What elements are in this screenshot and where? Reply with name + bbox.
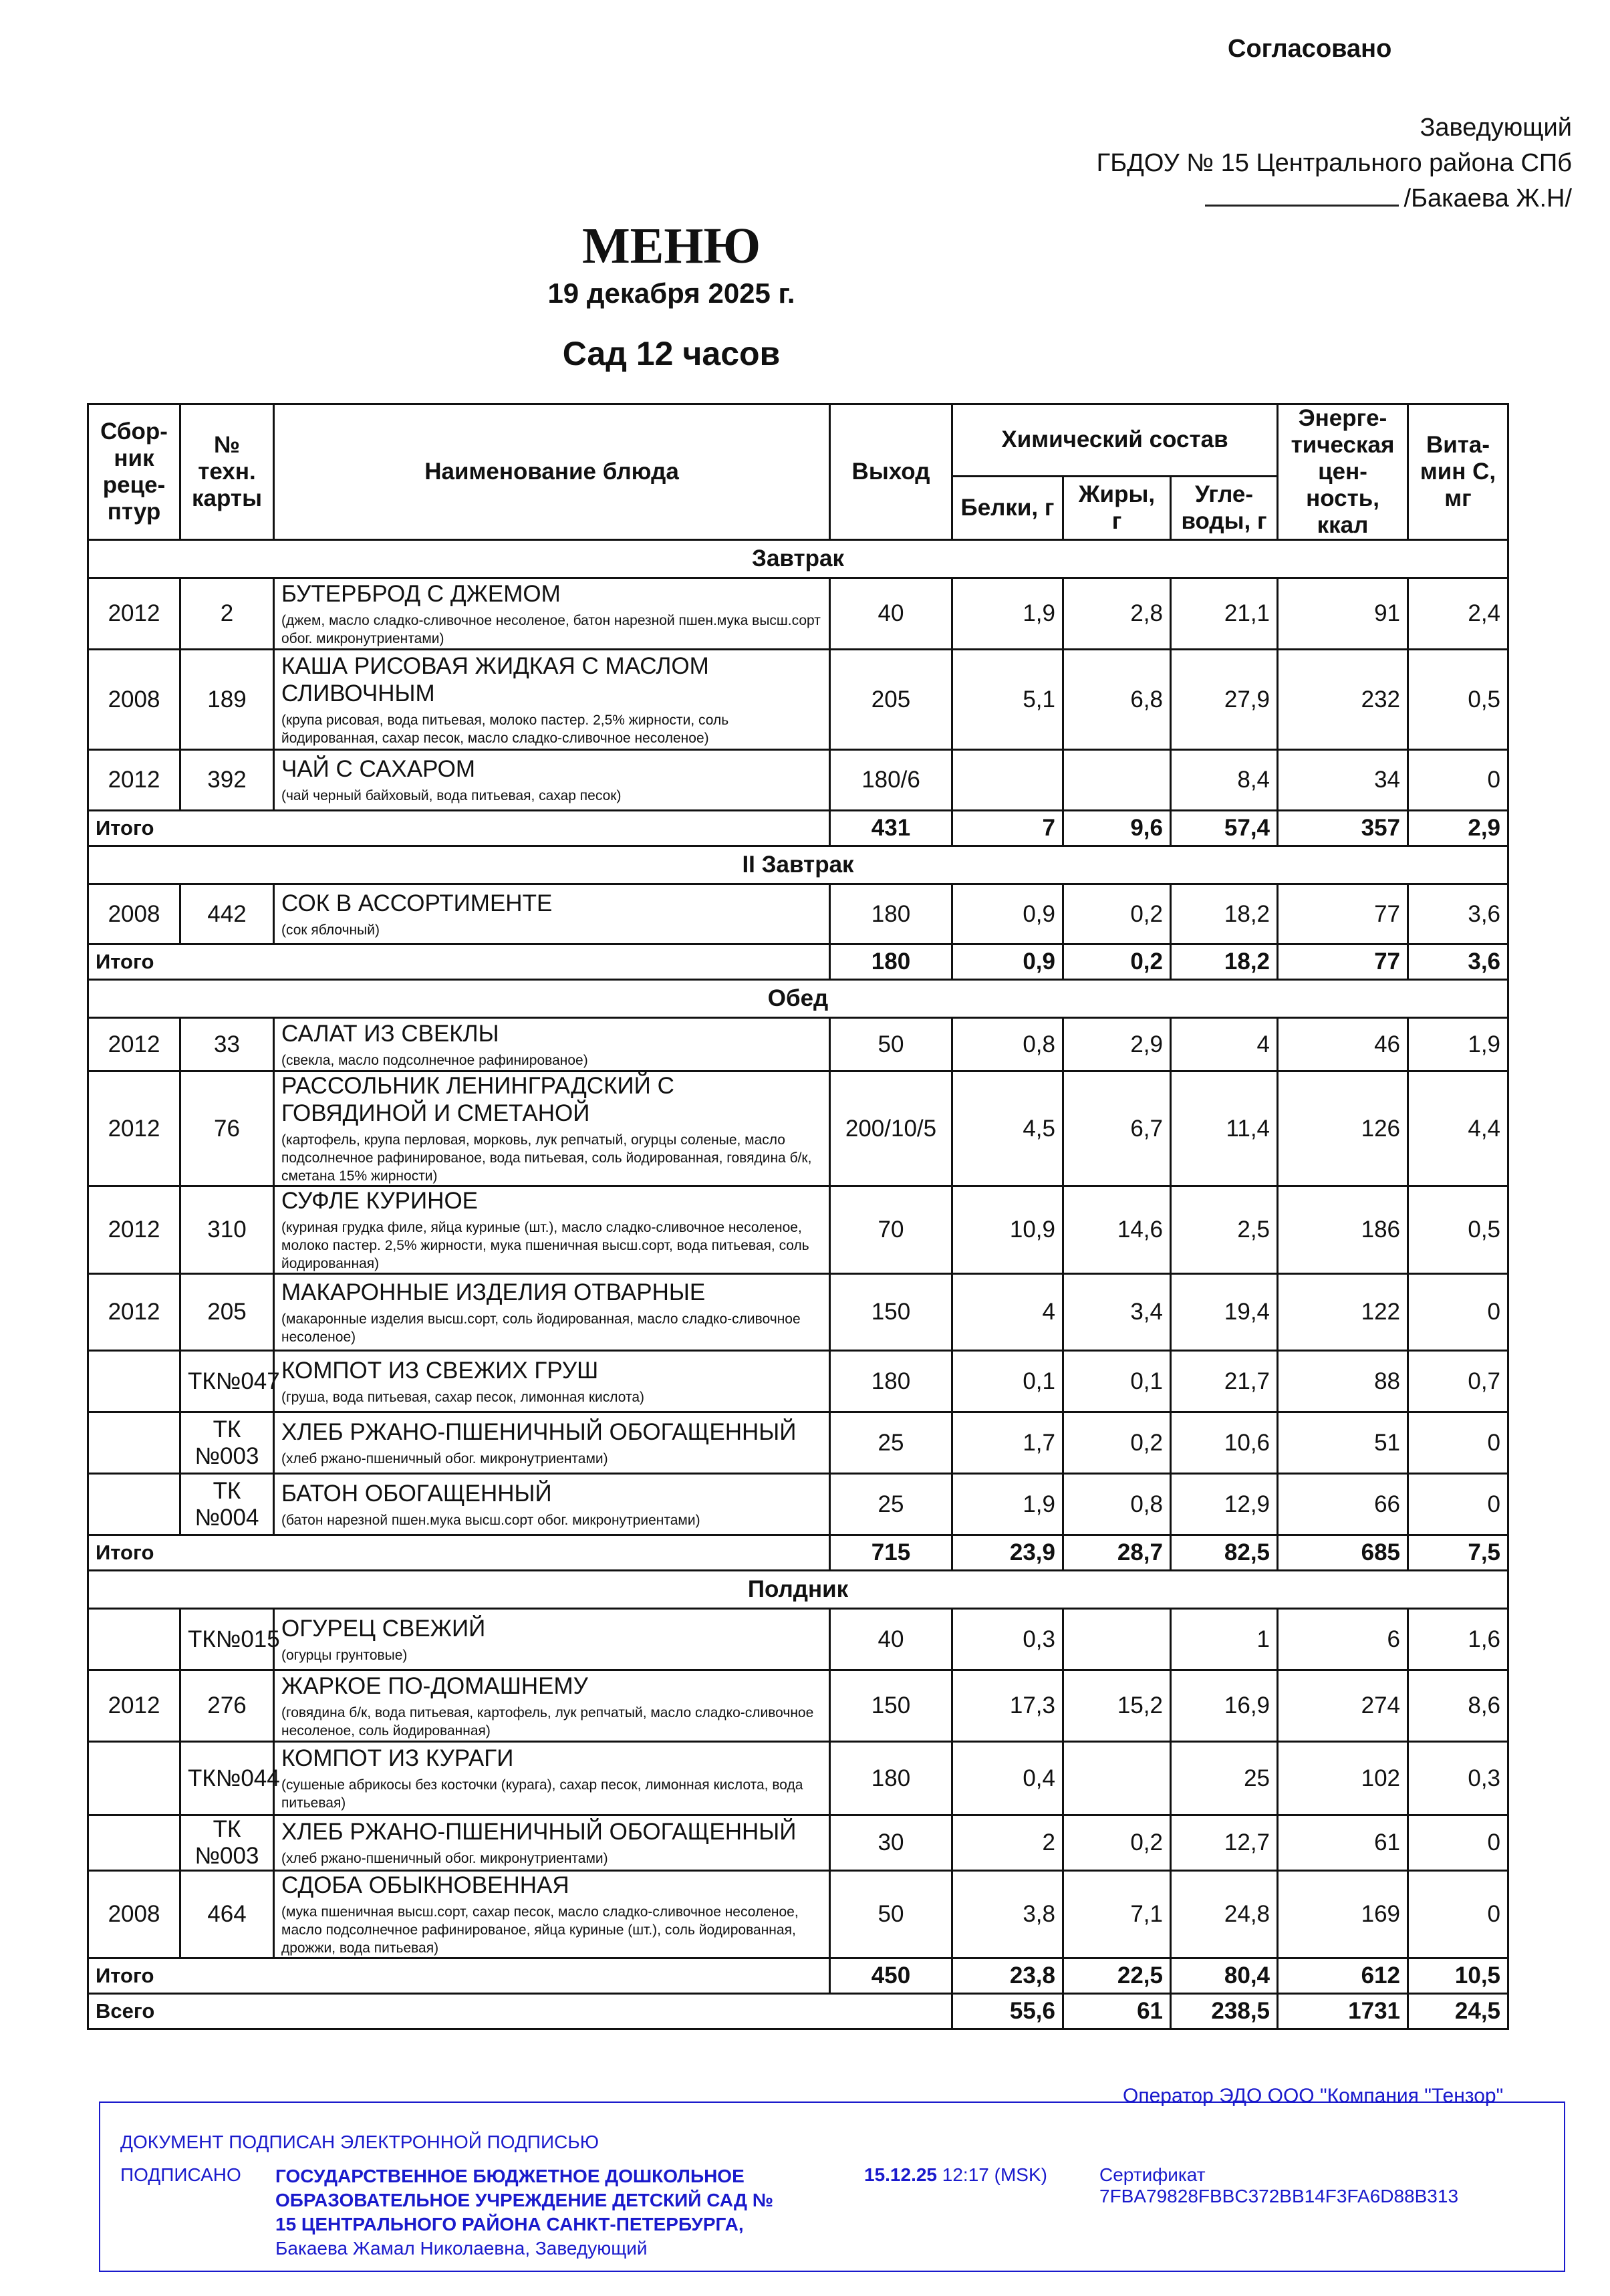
dish-name: ХЛЕБ РЖАНО-ПШЕНИЧНЫЙ ОБОГАЩЕННЫЙ — [281, 1819, 797, 1845]
edo-operator: Оператор ЭДО ООО "Компания "Тензор" — [1123, 2085, 1504, 2107]
col-dish-name: Наименование блюда — [274, 404, 830, 540]
stamp-org-name: ГОСУДАРСТВЕННОЕ БЮДЖЕТНОЕ ДОШКОЛЬНОЕ ОБРАЗОВАТЕЛЬНОЕ УЧРЕЖДЕНИЕ ДЕТСКИЙ САД № 15 ЦЕНТРАЛЬНОГО РАЙОНА САНКТ-ПЕТЕРБУРГА, — [275, 2166, 773, 2235]
dish-composition: (макаронные изделия высш.сорт, соль йодированная, масло сладко-сливочное несоленое) — [281, 1311, 801, 1345]
cell-fat: 7,1 — [1063, 1871, 1171, 1958]
dish-composition: (картофель, крупа перловая, морковь, лук репчатый, огурцы соленые, масло подсолнечное рафинированое, вода питьевая, соль йодированная, говядина б/к, сметана 15% жирности) — [281, 1132, 812, 1184]
cell-protein: 0,3 — [952, 1609, 1063, 1670]
cell-dish — [274, 1609, 830, 1670]
cell-protein: 2 — [952, 1815, 1063, 1871]
menu-body — [88, 540, 1508, 2029]
stamp-certificate: Сертификат 7FBA79828FBBC372BB14F3FA6D88B313 — [1099, 2164, 1459, 2206]
cell-vitc: 0,5 — [1408, 650, 1508, 750]
total-row — [88, 944, 1508, 980]
cell-collection: 2008 — [88, 650, 180, 750]
section-title: Обед — [88, 980, 1508, 1018]
cell-carbs: 12,7 — [1171, 1815, 1278, 1871]
cell-tech-card: 442 — [180, 884, 274, 944]
dish-name: СУФЛЕ КУРИНОЕ — [281, 1188, 479, 1214]
cell-vitc: 0 — [1408, 1871, 1508, 1958]
cell-vitc: 3,6 — [1408, 884, 1508, 944]
col-chem-group: Химический состав — [952, 404, 1278, 477]
grand-total-row — [88, 1994, 1508, 2029]
cell-fat: 3,4 — [1063, 1274, 1171, 1351]
dish-composition: (огурцы грунтовые) — [281, 1647, 408, 1663]
total-carbs: 80,4 — [1171, 1958, 1278, 1994]
cell-vitc: 0,5 — [1408, 1186, 1508, 1274]
table-row — [88, 884, 1508, 944]
cell-protein: 0,4 — [952, 1742, 1063, 1815]
cell-protein: 5,1 — [952, 650, 1063, 750]
cell-carbs: 10,6 — [1171, 1412, 1278, 1474]
cell-dish — [274, 1186, 830, 1274]
cell-output: 180 — [830, 1351, 952, 1412]
cell-output: 40 — [830, 578, 952, 650]
dish-composition: (хлеб ржано-пшеничный обог. микронутриентами) — [281, 1851, 608, 1866]
cell-vitc: 0,3 — [1408, 1742, 1508, 1815]
cell-collection: 2008 — [88, 884, 180, 944]
total-energy: 77 — [1278, 944, 1408, 980]
cell-dish — [274, 1274, 830, 1351]
page-title: МЕНЮ — [581, 218, 761, 274]
cell-energy: 102 — [1278, 1742, 1408, 1815]
grand-total-protein: 55,6 — [952, 1994, 1063, 2029]
cell-collection — [88, 1474, 180, 1535]
grand-total-fat: 61 — [1063, 1994, 1171, 2029]
total-carbs: 18,2 — [1171, 944, 1278, 980]
dish-name: ОГУРЕЦ СВЕЖИЙ — [281, 1615, 486, 1642]
cell-fat — [1063, 750, 1171, 811]
cell-carbs: 19,4 — [1171, 1274, 1278, 1351]
dish-name: РАССОЛЬНИК ЛЕНИНГРАДСКИЙ С ГОВЯДИНОЙ И СМЕТАНОЙ — [281, 1073, 674, 1126]
dish-name: ЖАРКОЕ ПО-ДОМАШНЕМУ — [281, 1672, 588, 1699]
cell-collection: 2012 — [88, 1071, 180, 1186]
dish-composition: (чай черный байховый, вода питьевая, сахар песок) — [281, 788, 622, 803]
cell-carbs: 24,8 — [1171, 1871, 1278, 1958]
dish-composition: (мука пшеничная высш.сорт, сахар песок, масло сладко-сливочное несоленое, масло подсолнечное рафинированое, яйца куриные (шт.), соль йодированная, дрожжи, вода питьевая) — [281, 1904, 799, 1956]
cell-protein: 10,9 — [952, 1186, 1063, 1274]
cell-vitc: 0 — [1408, 750, 1508, 811]
cell-energy: 232 — [1278, 650, 1408, 750]
approval-signature-line — [1097, 181, 1572, 217]
cell-collection — [88, 1742, 180, 1815]
dish-name: СОК В АССОРТИМЕНТЕ — [281, 890, 553, 916]
cell-tech-card: 33 — [180, 1018, 274, 1071]
col-fat: Жиры, г — [1063, 476, 1171, 539]
signature-stamp — [99, 2101, 1565, 2272]
cell-dish — [274, 1474, 830, 1535]
cell-energy: 169 — [1278, 1871, 1408, 1958]
cell-collection: 2012 — [88, 1186, 180, 1274]
cell-energy: 61 — [1278, 1815, 1408, 1871]
cell-carbs: 2,5 — [1171, 1186, 1278, 1274]
stamp-signed-label: ПОДПИСАНО — [120, 2164, 241, 2185]
approval-label: Согласовано — [1228, 35, 1392, 63]
cell-output: 50 — [830, 1018, 952, 1071]
col-tech-card: № техн. карты — [180, 404, 274, 540]
cell-dish — [274, 1351, 830, 1412]
grand-total-carbs: 238,5 — [1171, 1994, 1278, 2029]
cell-dish — [274, 1871, 830, 1958]
cell-energy: 122 — [1278, 1274, 1408, 1351]
dish-name: БАТОН ОБОГАЩЕННЫЙ — [281, 1480, 552, 1507]
total-protein: 23,9 — [952, 1535, 1063, 1571]
cell-carbs: 25 — [1171, 1742, 1278, 1815]
menu-table — [87, 403, 1509, 2030]
cell-tech-card: 189 — [180, 650, 274, 750]
grand-total-energy: 1731 — [1278, 1994, 1408, 2029]
cell-output: 25 — [830, 1412, 952, 1474]
dish-composition: (сок яблочный) — [281, 922, 380, 938]
cell-dish — [274, 1071, 830, 1186]
cell-protein: 4,5 — [952, 1071, 1063, 1186]
total-protein: 7 — [952, 811, 1063, 846]
dish-composition: (говядина б/к, вода питьевая, картофель, лук репчатый, масло сладко-сливочное несоленое, соль йодированная) — [281, 1704, 814, 1739]
cell-energy: 126 — [1278, 1071, 1408, 1186]
total-output: 180 — [830, 944, 952, 980]
cell-protein: 3,8 — [952, 1871, 1063, 1958]
cell-protein: 0,1 — [952, 1351, 1063, 1412]
cell-output: 25 — [830, 1474, 952, 1535]
cell-vitc: 8,6 — [1408, 1670, 1508, 1742]
signature-blank — [1205, 205, 1399, 207]
col-energy: Энерге-тическая цен-ность, ккал — [1278, 404, 1408, 540]
total-vitc: 3,6 — [1408, 944, 1508, 980]
cell-protein: 0,8 — [952, 1018, 1063, 1071]
cell-fat: 0,2 — [1063, 884, 1171, 944]
table-row — [88, 1412, 1508, 1474]
dish-composition: (хлеб ржано-пшеничный обог. микронутриентами) — [281, 1450, 608, 1466]
section-row — [88, 1571, 1508, 1609]
dish-composition: (свекла, масло подсолнечное рафинированое) — [281, 1052, 588, 1068]
cell-output: 70 — [830, 1186, 952, 1274]
col-protein: Белки, г — [952, 476, 1063, 539]
cell-dish — [274, 1742, 830, 1815]
cell-tech-card: 310 — [180, 1186, 274, 1274]
cell-output: 50 — [830, 1871, 952, 1958]
dish-name: КОМПОТ ИЗ СВЕЖИХ ГРУШ — [281, 1357, 599, 1384]
cell-fat: 0,2 — [1063, 1815, 1171, 1871]
cell-tech-card: ТК№044 — [180, 1742, 274, 1815]
cell-protein: 1,7 — [952, 1412, 1063, 1474]
table-row — [88, 1670, 1508, 1742]
table-row — [88, 1474, 1508, 1535]
section-title: Завтрак — [88, 540, 1508, 578]
cell-output: 40 — [830, 1609, 952, 1670]
cell-carbs: 11,4 — [1171, 1071, 1278, 1186]
cell-fat: 2,8 — [1063, 578, 1171, 650]
total-row — [88, 1535, 1508, 1571]
total-energy: 612 — [1278, 1958, 1408, 1994]
total-label: Итого — [88, 1958, 830, 1994]
total-carbs: 82,5 — [1171, 1535, 1278, 1571]
total-output: 450 — [830, 1958, 952, 1994]
stamp-heading: ДОКУМЕНТ ПОДПИСАН ЭЛЕКТРОННОЙ ПОДПИСЬЮ — [120, 2132, 599, 2152]
total-output: 715 — [830, 1535, 952, 1571]
dish-composition: (крупа рисовая, вода питьевая, молоко пастер. 2,5% жирности, соль йодированная, сахар песок, масло сладко-сливочное несоленое) — [281, 712, 729, 746]
section-row — [88, 540, 1508, 578]
col-carbs: Угле-воды, г — [1171, 476, 1278, 539]
cell-vitc: 4,4 — [1408, 1071, 1508, 1186]
total-vitc: 2,9 — [1408, 811, 1508, 846]
table-row — [88, 1815, 1508, 1871]
cell-carbs: 12,9 — [1171, 1474, 1278, 1535]
cell-vitc: 0 — [1408, 1412, 1508, 1474]
cell-collection — [88, 1351, 180, 1412]
total-fat: 22,5 — [1063, 1958, 1171, 1994]
cell-dish — [274, 578, 830, 650]
total-protein: 23,8 — [952, 1958, 1063, 1994]
cell-collection: 2008 — [88, 1871, 180, 1958]
cell-dish — [274, 1670, 830, 1742]
total-protein: 0,9 — [952, 944, 1063, 980]
cell-tech-card: ТК№015 — [180, 1609, 274, 1670]
section-row — [88, 980, 1508, 1018]
table-row — [88, 1274, 1508, 1351]
cell-dish — [274, 1412, 830, 1474]
approval-position: Заведующий — [1420, 114, 1572, 142]
cell-energy: 77 — [1278, 884, 1408, 944]
cell-fat: 0,2 — [1063, 1412, 1171, 1474]
stamp-date: 15.12.25 — [864, 2164, 937, 2185]
cell-protein: 4 — [952, 1274, 1063, 1351]
cell-energy: 91 — [1278, 578, 1408, 650]
cell-tech-card: ТК№047 — [180, 1351, 274, 1412]
cell-tech-card: ТК №003 — [180, 1412, 274, 1474]
cell-energy: 186 — [1278, 1186, 1408, 1274]
table-row — [88, 1742, 1508, 1815]
cell-carbs: 21,7 — [1171, 1351, 1278, 1412]
total-carbs: 57,4 — [1171, 811, 1278, 846]
table-row — [88, 1186, 1508, 1274]
cell-output: 30 — [830, 1815, 952, 1871]
total-fat: 28,7 — [1063, 1535, 1171, 1571]
cell-fat: 14,6 — [1063, 1186, 1171, 1274]
cell-carbs: 8,4 — [1171, 750, 1278, 811]
cell-fat: 2,9 — [1063, 1018, 1171, 1071]
cell-protein: 17,3 — [952, 1670, 1063, 1742]
cell-collection — [88, 1609, 180, 1670]
cell-fat: 0,8 — [1063, 1474, 1171, 1535]
stamp-datetime — [864, 2164, 1047, 2186]
grand-total-label: Всего — [88, 1994, 952, 2029]
col-collection: Сбор-ник реце-птур — [88, 404, 180, 540]
grand-total-vitc: 24,5 — [1408, 1994, 1508, 2029]
cell-protein: 0,9 — [952, 884, 1063, 944]
cell-vitc: 1,9 — [1408, 1018, 1508, 1071]
total-output: 431 — [830, 811, 952, 846]
menu-subtitle: Сад 12 часов — [562, 335, 781, 372]
cell-fat: 0,1 — [1063, 1351, 1171, 1412]
cell-tech-card: 276 — [180, 1670, 274, 1742]
cell-vitc: 0,7 — [1408, 1351, 1508, 1412]
table-row — [88, 1018, 1508, 1071]
cell-carbs: 21,1 — [1171, 578, 1278, 650]
cell-protein — [952, 750, 1063, 811]
cell-collection: 2012 — [88, 1274, 180, 1351]
cell-vitc: 2,4 — [1408, 578, 1508, 650]
cell-carbs: 4 — [1171, 1018, 1278, 1071]
cell-carbs: 16,9 — [1171, 1670, 1278, 1742]
cell-tech-card: 392 — [180, 750, 274, 811]
cell-dish — [274, 750, 830, 811]
total-row — [88, 811, 1508, 846]
cell-tech-card: 205 — [180, 1274, 274, 1351]
cell-fat — [1063, 1609, 1171, 1670]
total-label: Итого — [88, 944, 830, 980]
table-row — [88, 750, 1508, 811]
cell-fat: 6,7 — [1063, 1071, 1171, 1186]
cell-output: 200/10/5 — [830, 1071, 952, 1186]
table-row — [88, 650, 1508, 750]
cell-output: 180 — [830, 1742, 952, 1815]
cell-collection — [88, 1412, 180, 1474]
cell-fat — [1063, 1742, 1171, 1815]
cell-carbs: 27,9 — [1171, 650, 1278, 750]
cell-energy: 66 — [1278, 1474, 1408, 1535]
cell-output: 180 — [830, 884, 952, 944]
section-title: Полдник — [88, 1571, 1508, 1609]
table-row — [88, 1871, 1508, 1958]
cell-protein: 1,9 — [952, 578, 1063, 650]
dish-composition: (батон нарезной пшен.мука высш.сорт обог. микронутриентами) — [281, 1512, 700, 1528]
cell-tech-card: ТК №003 — [180, 1815, 274, 1871]
dish-composition: (сушеные абрикосы без косточки (курага), сахар песок, лимонная кислота, вода питьевая) — [281, 1777, 803, 1811]
section-row — [88, 846, 1508, 884]
dish-composition: (джем, масло сладко-сливочное несоленое, батон нарезной пшен.мука высш.сорт обог. микронутриентами) — [281, 612, 821, 646]
cell-energy: 46 — [1278, 1018, 1408, 1071]
cell-tech-card: ТК №004 — [180, 1474, 274, 1535]
table-row — [88, 578, 1508, 650]
cell-energy: 34 — [1278, 750, 1408, 811]
cell-dish — [274, 1815, 830, 1871]
cell-collection — [88, 1815, 180, 1871]
dish-composition: (куриная грудка филе, яйца куриные (шт.), масло сладко-сливочное несоленое, молоко пастер. 2,5% жирности, мука пшеничная высш.сорт, вода питьевая, соль йодированная) — [281, 1220, 809, 1271]
total-row — [88, 1958, 1508, 1994]
cell-energy: 51 — [1278, 1412, 1408, 1474]
cell-carbs: 1 — [1171, 1609, 1278, 1670]
stamp-organization — [275, 2164, 783, 2261]
cell-collection: 2012 — [88, 578, 180, 650]
approval-organization: ГБДОУ № 15 Центрального района СПб — [1096, 149, 1572, 177]
cell-collection: 2012 — [88, 750, 180, 811]
cell-collection: 2012 — [88, 1018, 180, 1071]
cell-vitc: 0 — [1408, 1274, 1508, 1351]
stamp-time: 12:17 (MSK) — [937, 2164, 1047, 2185]
total-energy: 685 — [1278, 1535, 1408, 1571]
cell-vitc: 1,6 — [1408, 1609, 1508, 1670]
dish-name: КАША РИСОВАЯ ЖИДКАЯ С МАСЛОМ СЛИВОЧНЫМ — [281, 652, 709, 707]
cell-dish — [274, 1018, 830, 1071]
section-title: II Завтрак — [88, 846, 1508, 884]
total-fat: 9,6 — [1063, 811, 1171, 846]
cell-tech-card: 464 — [180, 1871, 274, 1958]
total-vitc: 10,5 — [1408, 1958, 1508, 1994]
total-fat: 0,2 — [1063, 944, 1171, 980]
total-energy: 357 — [1278, 811, 1408, 846]
approval-block — [1097, 110, 1572, 217]
dish-composition: (груша, вода питьевая, сахар песок, лимонная кислота) — [281, 1389, 644, 1405]
cell-output: 205 — [830, 650, 952, 750]
dish-name: ЧАЙ С САХАРОМ — [281, 756, 476, 782]
cell-fat: 6,8 — [1063, 650, 1171, 750]
table-row — [88, 1351, 1508, 1412]
cell-output: 180/6 — [830, 750, 952, 811]
cell-fat: 15,2 — [1063, 1670, 1171, 1742]
dish-name: МАКАРОННЫЕ ИЗДЕЛИЯ ОТВАРНЫЕ — [281, 1279, 706, 1305]
approval-signatory: /Бакаева Ж.Н/ — [1403, 184, 1572, 213]
cell-output: 150 — [830, 1274, 952, 1351]
total-vitc: 7,5 — [1408, 1535, 1508, 1571]
dish-name: САЛАТ ИЗ СВЕКЛЫ — [281, 1020, 499, 1047]
total-label: Итого — [88, 1535, 830, 1571]
col-output: Выход — [830, 404, 952, 540]
col-vitamin-c: Вита-мин С, мг — [1408, 404, 1508, 540]
cell-energy: 6 — [1278, 1609, 1408, 1670]
dish-name: КОМПОТ ИЗ КУРАГИ — [281, 1745, 514, 1771]
cell-energy: 88 — [1278, 1351, 1408, 1412]
cell-collection: 2012 — [88, 1670, 180, 1742]
dish-name: СДОБА ОБЫКНОВЕННАЯ — [281, 1872, 569, 1898]
cell-energy: 274 — [1278, 1670, 1408, 1742]
stamp-signer: Бакаева Жамал Николаевна, Заведующий — [275, 2238, 648, 2259]
cell-output: 150 — [830, 1670, 952, 1742]
cell-vitc: 0 — [1408, 1815, 1508, 1871]
table-row — [88, 1609, 1508, 1670]
dish-name: БУТЕРБРОД С ДЖЕМОМ — [281, 580, 561, 607]
cell-carbs: 18,2 — [1171, 884, 1278, 944]
cell-dish — [274, 884, 830, 944]
dish-name: ХЛЕБ РЖАНО-ПШЕНИЧНЫЙ ОБОГАЩЕННЫЙ — [281, 1418, 797, 1445]
cell-tech-card: 76 — [180, 1071, 274, 1186]
cell-protein: 1,9 — [952, 1474, 1063, 1535]
menu-date: 19 декабря 2025 г. — [547, 277, 795, 309]
cell-tech-card: 2 — [180, 578, 274, 650]
cell-vitc: 0 — [1408, 1474, 1508, 1535]
cell-dish — [274, 650, 830, 750]
table-row — [88, 1071, 1508, 1186]
total-label: Итого — [88, 811, 830, 846]
